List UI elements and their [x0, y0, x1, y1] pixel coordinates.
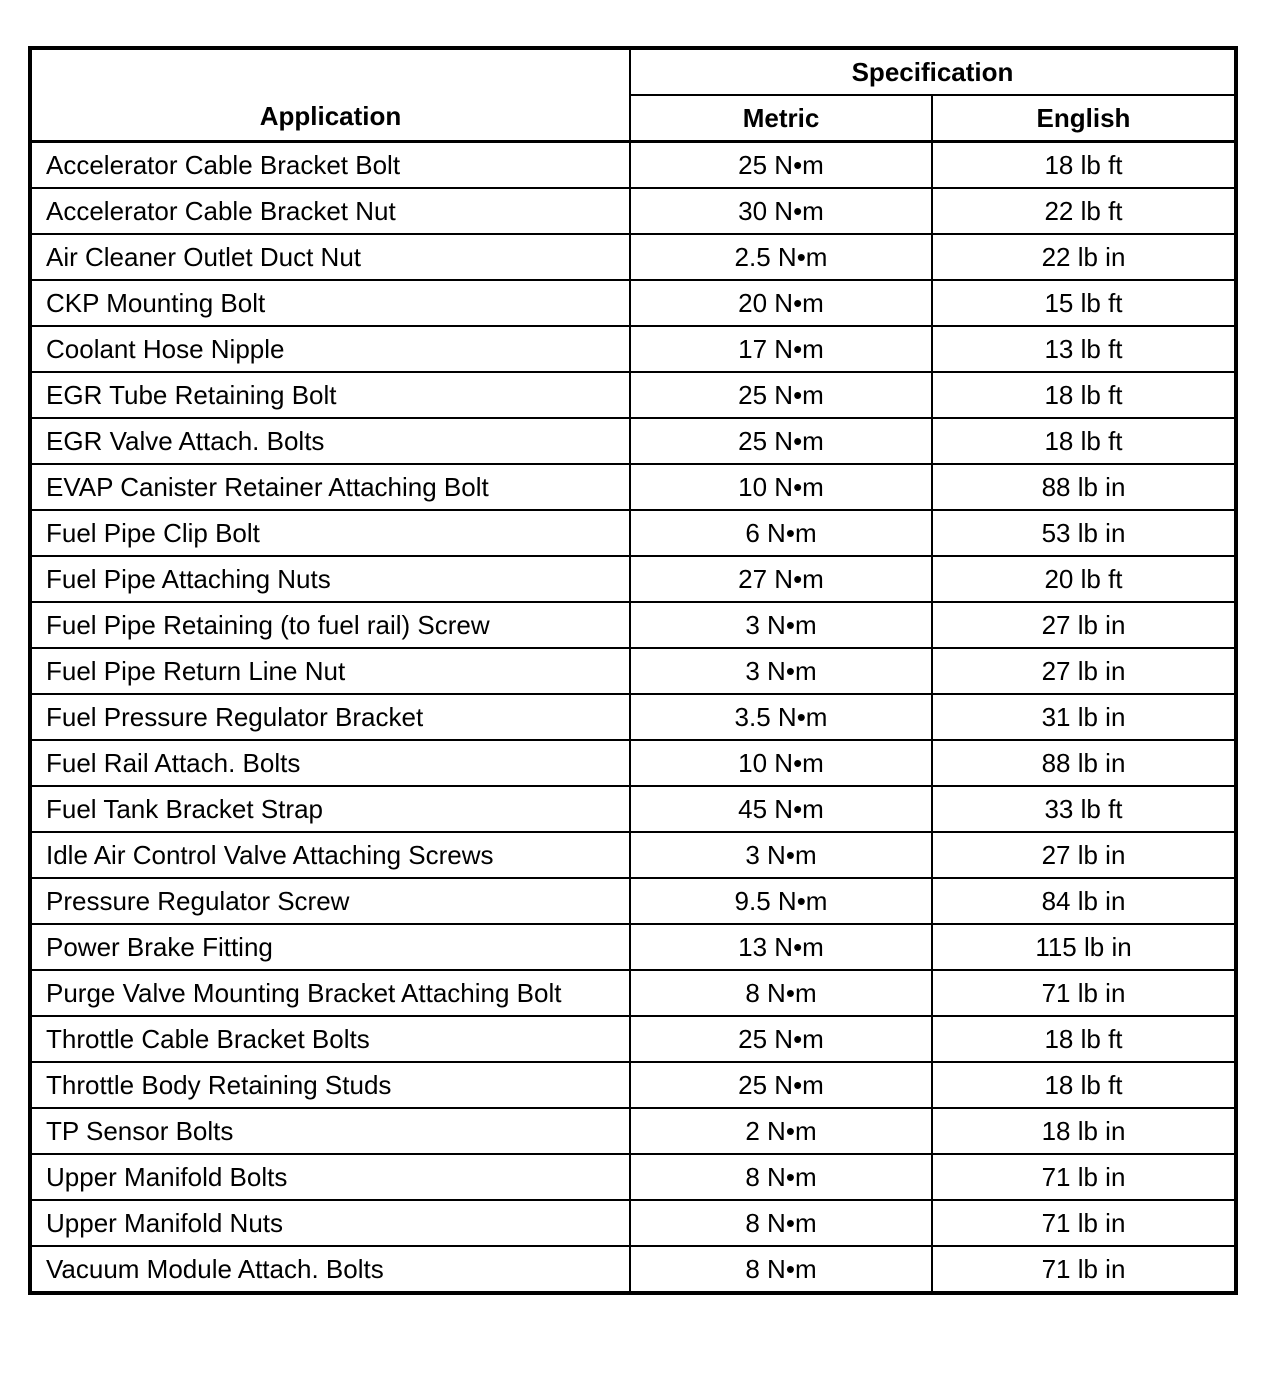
- application-cell: CKP Mounting Bolt: [30, 280, 630, 326]
- table-row: [30, 648, 1236, 694]
- english-cell: 88 lb in: [932, 464, 1236, 510]
- english-cell: 18 lb ft: [932, 372, 1236, 418]
- english-cell: 33 lb ft: [932, 786, 1236, 832]
- metric-cell: 25 N•m: [630, 372, 932, 418]
- table-row: [30, 878, 1236, 924]
- application-cell: EGR Valve Attach. Bolts: [30, 418, 630, 464]
- metric-cell: 8 N•m: [630, 1200, 932, 1246]
- english-cell: 27 lb in: [932, 832, 1236, 878]
- metric-cell: 8 N•m: [630, 1154, 932, 1200]
- application-cell: Purge Valve Mounting Bracket Attaching Bolt: [30, 970, 630, 1016]
- english-cell: 71 lb in: [932, 1246, 1236, 1293]
- metric-cell: 25 N•m: [630, 418, 932, 464]
- english-cell: 22 lb ft: [932, 188, 1236, 234]
- table-row: [30, 188, 1236, 234]
- english-cell: 53 lb in: [932, 510, 1236, 556]
- header-row-top: [30, 48, 1236, 95]
- table-row: [30, 1200, 1236, 1246]
- table-row: [30, 418, 1236, 464]
- metric-cell: 3.5 N•m: [630, 694, 932, 740]
- table-row: [30, 786, 1236, 832]
- english-cell: 88 lb in: [932, 740, 1236, 786]
- metric-cell: 10 N•m: [630, 464, 932, 510]
- application-cell: EVAP Canister Retainer Attaching Bolt: [30, 464, 630, 510]
- english-cell: 18 lb ft: [932, 142, 1236, 189]
- metric-cell: 27 N•m: [630, 556, 932, 602]
- metric-cell: 8 N•m: [630, 1246, 932, 1293]
- metric-cell: 3 N•m: [630, 648, 932, 694]
- application-cell: Power Brake Fitting: [30, 924, 630, 970]
- table-row: [30, 740, 1236, 786]
- application-cell: Idle Air Control Valve Attaching Screws: [30, 832, 630, 878]
- table-row: [30, 556, 1236, 602]
- table-row: [30, 832, 1236, 878]
- metric-cell: 9.5 N•m: [630, 878, 932, 924]
- english-cell: 18 lb ft: [932, 1016, 1236, 1062]
- metric-header: Metric: [630, 95, 932, 142]
- english-cell: 13 lb ft: [932, 326, 1236, 372]
- table-header: [30, 48, 1236, 142]
- metric-cell: 25 N•m: [630, 1016, 932, 1062]
- metric-cell: 3 N•m: [630, 602, 932, 648]
- table-body: [30, 142, 1236, 1294]
- english-cell: 20 lb ft: [932, 556, 1236, 602]
- metric-cell: 45 N•m: [630, 786, 932, 832]
- table-row: [30, 234, 1236, 280]
- metric-cell: 25 N•m: [630, 142, 932, 189]
- table-row: [30, 1154, 1236, 1200]
- application-cell: Fuel Pipe Clip Bolt: [30, 510, 630, 556]
- application-cell: Coolant Hose Nipple: [30, 326, 630, 372]
- table-row: [30, 280, 1236, 326]
- table-row: [30, 694, 1236, 740]
- application-cell: Accelerator Cable Bracket Bolt: [30, 142, 630, 189]
- table-row: [30, 602, 1236, 648]
- metric-cell: 25 N•m: [630, 1062, 932, 1108]
- english-cell: 31 lb in: [932, 694, 1236, 740]
- metric-cell: 17 N•m: [630, 326, 932, 372]
- application-cell: TP Sensor Bolts: [30, 1108, 630, 1154]
- specification-header: Specification: [630, 48, 1236, 95]
- application-cell: Vacuum Module Attach. Bolts: [30, 1246, 630, 1293]
- application-header: Application: [30, 48, 630, 142]
- english-cell: 71 lb in: [932, 1200, 1236, 1246]
- english-cell: 115 lb in: [932, 924, 1236, 970]
- application-cell: Throttle Cable Bracket Bolts: [30, 1016, 630, 1062]
- table-row: [30, 326, 1236, 372]
- application-cell: Upper Manifold Nuts: [30, 1200, 630, 1246]
- application-cell: Fuel Pipe Attaching Nuts: [30, 556, 630, 602]
- metric-cell: 2 N•m: [630, 1108, 932, 1154]
- metric-cell: 30 N•m: [630, 188, 932, 234]
- application-cell: Fuel Pipe Return Line Nut: [30, 648, 630, 694]
- metric-cell: 6 N•m: [630, 510, 932, 556]
- table-row: [30, 1246, 1236, 1293]
- application-cell: Accelerator Cable Bracket Nut: [30, 188, 630, 234]
- application-cell: Upper Manifold Bolts: [30, 1154, 630, 1200]
- english-cell: 27 lb in: [932, 648, 1236, 694]
- english-cell: 18 lb ft: [932, 418, 1236, 464]
- english-cell: 71 lb in: [932, 970, 1236, 1016]
- torque-spec-table: [28, 46, 1238, 1295]
- english-header: English: [932, 95, 1236, 142]
- application-cell: Fuel Tank Bracket Strap: [30, 786, 630, 832]
- table-row: [30, 510, 1236, 556]
- english-cell: 84 lb in: [932, 878, 1236, 924]
- metric-cell: 3 N•m: [630, 832, 932, 878]
- application-cell: Fuel Pressure Regulator Bracket: [30, 694, 630, 740]
- table-row: [30, 924, 1236, 970]
- english-cell: 15 lb ft: [932, 280, 1236, 326]
- table-row: [30, 1016, 1236, 1062]
- table-row: [30, 970, 1236, 1016]
- table-row: [30, 372, 1236, 418]
- table-row: [30, 1108, 1236, 1154]
- application-cell: Fuel Pipe Retaining (to fuel rail) Screw: [30, 602, 630, 648]
- application-cell: EGR Tube Retaining Bolt: [30, 372, 630, 418]
- english-cell: 27 lb in: [932, 602, 1236, 648]
- application-cell: Air Cleaner Outlet Duct Nut: [30, 234, 630, 280]
- metric-cell: 10 N•m: [630, 740, 932, 786]
- application-cell: Pressure Regulator Screw: [30, 878, 630, 924]
- english-cell: 18 lb ft: [932, 1062, 1236, 1108]
- english-cell: 18 lb in: [932, 1108, 1236, 1154]
- english-cell: 22 lb in: [932, 234, 1236, 280]
- metric-cell: 2.5 N•m: [630, 234, 932, 280]
- application-cell: Throttle Body Retaining Studs: [30, 1062, 630, 1108]
- table-row: [30, 464, 1236, 510]
- metric-cell: 20 N•m: [630, 280, 932, 326]
- metric-cell: 8 N•m: [630, 970, 932, 1016]
- english-cell: 71 lb in: [932, 1154, 1236, 1200]
- table-row: [30, 142, 1236, 189]
- table-row: [30, 1062, 1236, 1108]
- application-cell: Fuel Rail Attach. Bolts: [30, 740, 630, 786]
- metric-cell: 13 N•m: [630, 924, 932, 970]
